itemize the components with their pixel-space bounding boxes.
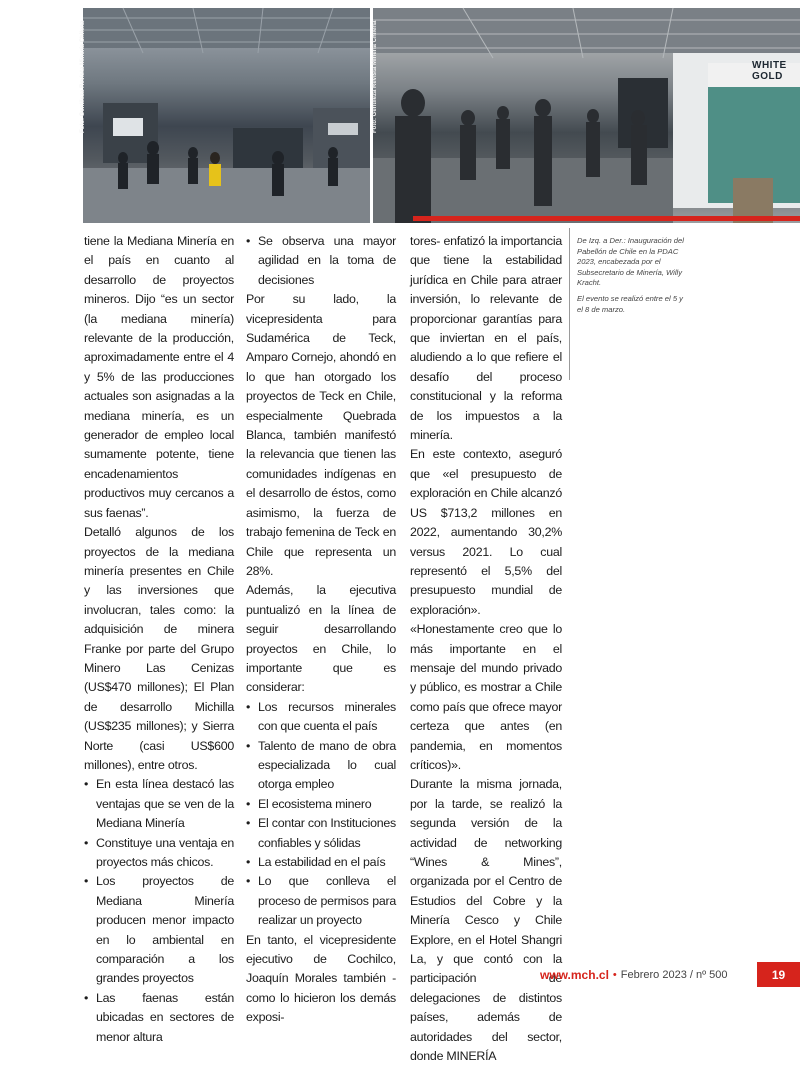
photo-mining-convention-hall <box>80 8 370 223</box>
pavilion-crowd-illustration <box>373 8 800 223</box>
photo-credit-left: Foto: Gentileza Revista Minería Chilena <box>80 20 86 133</box>
list-item: • Lo que conlleva el proceso de permisos para realizar un proyecto <box>246 872 396 930</box>
list-item: • Las faenas están ubicadas en sectores de menor altura <box>84 989 234 1047</box>
booth-sign: WHITE GOLD <box>752 60 787 82</box>
list-item: • Los recursos minerales con que cuenta el país <box>246 698 396 737</box>
article-column-2 <box>246 232 396 1028</box>
caption-text: De Izq. a Der.: Inauguración del Pabellón de Chile en la PDAC 2023, encabezada por el Subsecretario de Minería, Willy Kracht. <box>577 236 684 288</box>
list-item: • Se observa una mayor agilidad en la toma de decisiones <box>246 232 396 290</box>
photo-chile-pavilion <box>373 8 800 223</box>
article-column-3 <box>410 232 562 1066</box>
list-item: • En esta línea destacó las ventajas que se ven de la Mediana Minería <box>84 775 234 833</box>
paragraph: Por su lado, la vicepresidenta para Sudamérica de Teck, Amparo Cornejo, ahondó en lo que han otorgado los proyectos de Teck en Chile, especialmente Quebrada Blanca, también manifestó la relevancia que tienen las comunidades indígenas en el desarrollo de éstos, como asimismo, la fuerza de trabajo femenina de Teck en Chile que representa un 28%. <box>246 292 396 578</box>
caption-divider <box>569 228 570 380</box>
paragraph: «Honestamente creo que lo más importante en el mensaje del mundo privado y público, es mostrar a Chile como país que ofrece mayor certeza que antes (en pandemia, en momentos críticos)». <box>410 622 562 772</box>
page-footer <box>540 966 728 984</box>
caption-text: El evento se realizó entre el 5 y el 8 de marzo. <box>577 293 683 314</box>
paragraph: En tanto, el vicepresidente ejecutivo de Cochilco, Joaquín Morales también -como lo hicieron los demás exposi- <box>246 932 396 1025</box>
article-column-1 <box>84 232 234 1047</box>
paragraph: Además, la ejecutiva puntualizó en la línea de seguir desarrollando proyectos en Chile, lo importante que es considerar: <box>246 583 396 695</box>
bullet-list <box>84 775 234 1047</box>
paragraph: tores- enfatizó la importancia que tiene la estabilidad jurídica en Chile para atraer inversión, lo relevante de proporcionar garantías para que inviertan en el país, aludiendo a lo que refiere el desafío del proceso constitucional y la reforma de los impuestos a la minería. <box>410 234 562 443</box>
page-number: 19 <box>757 962 800 987</box>
bullet-list <box>246 698 396 931</box>
list-item: • El contar con Instituciones confiables y sólidas <box>246 814 396 853</box>
red-accent-strip <box>413 216 800 221</box>
list-item: • Los proyectos de Mediana Minería producen menor impacto en lo ambiental en comparación a los grandes proyectos <box>84 872 234 988</box>
footer-website-link[interactable]: www.mch.cl <box>540 968 609 982</box>
paragraph: tiene la Mediana Minería en el país en cuanto al desarrollo de proyectos mineros. Dijo “es un sector (la mediana minería) relevante de la producción, aproximadamente entre el 4 y 5% de las producciones actuales son asignadas a la mediana minería, es un generador de empleo local sumamente potente, tiene encadenamientos productivos muy cercanos a sus faenas”. <box>84 234 234 520</box>
paragraph: Detalló algunos de los proyectos de la mediana minería presentes en Chile y las inversiones que involucran, tales como: la adquisición de minera Franke por parte del Grupo Minero Las Cenizas (US$470 millones); El Plan de desarrollo Michilla (US$235 millones); y Sierra Norte (casi US$600 millones), entre otros. <box>84 525 234 772</box>
list-item: • Talento de mano de obra especializada lo cual otorga empleo <box>246 737 396 795</box>
convention-hall-illustration <box>83 8 370 223</box>
photo-caption <box>577 236 687 320</box>
bullet-list <box>246 232 396 290</box>
footer-issue: Febrero 2023 / nº 500 <box>620 969 728 981</box>
list-item: • Constituye una ventaja en proyectos más chicos. <box>84 834 234 873</box>
paragraph: Durante la misma jornada, por la tarde, se realizó la segunda versión de la actividad de networking “Wines & Mines”, organizada por el Centro de Estudios del Cobre y la Minería Cesco y Chile Explore, en el Hotel Shangri La, y que contó con la participación de delegaciones de distintos países, además de autoridades del sector, donde MINERÍA <box>410 777 562 1064</box>
list-item: • La estabilidad en el país <box>246 853 396 872</box>
list-item: • El ecosistema minero <box>246 795 396 814</box>
paragraph: En este contexto, aseguró que «el presupuesto de exploración en Chile alcanzó US $713,2 millones en 2022, aumentando 30,2% versus 2021. Lo cual representó el 5,5% del presupuesto mundial de exploración». <box>410 447 562 617</box>
photo-credit-right: Foto: Gentileza Revista Minería Chilena <box>372 20 378 133</box>
footer-separator-icon: • <box>612 969 617 981</box>
